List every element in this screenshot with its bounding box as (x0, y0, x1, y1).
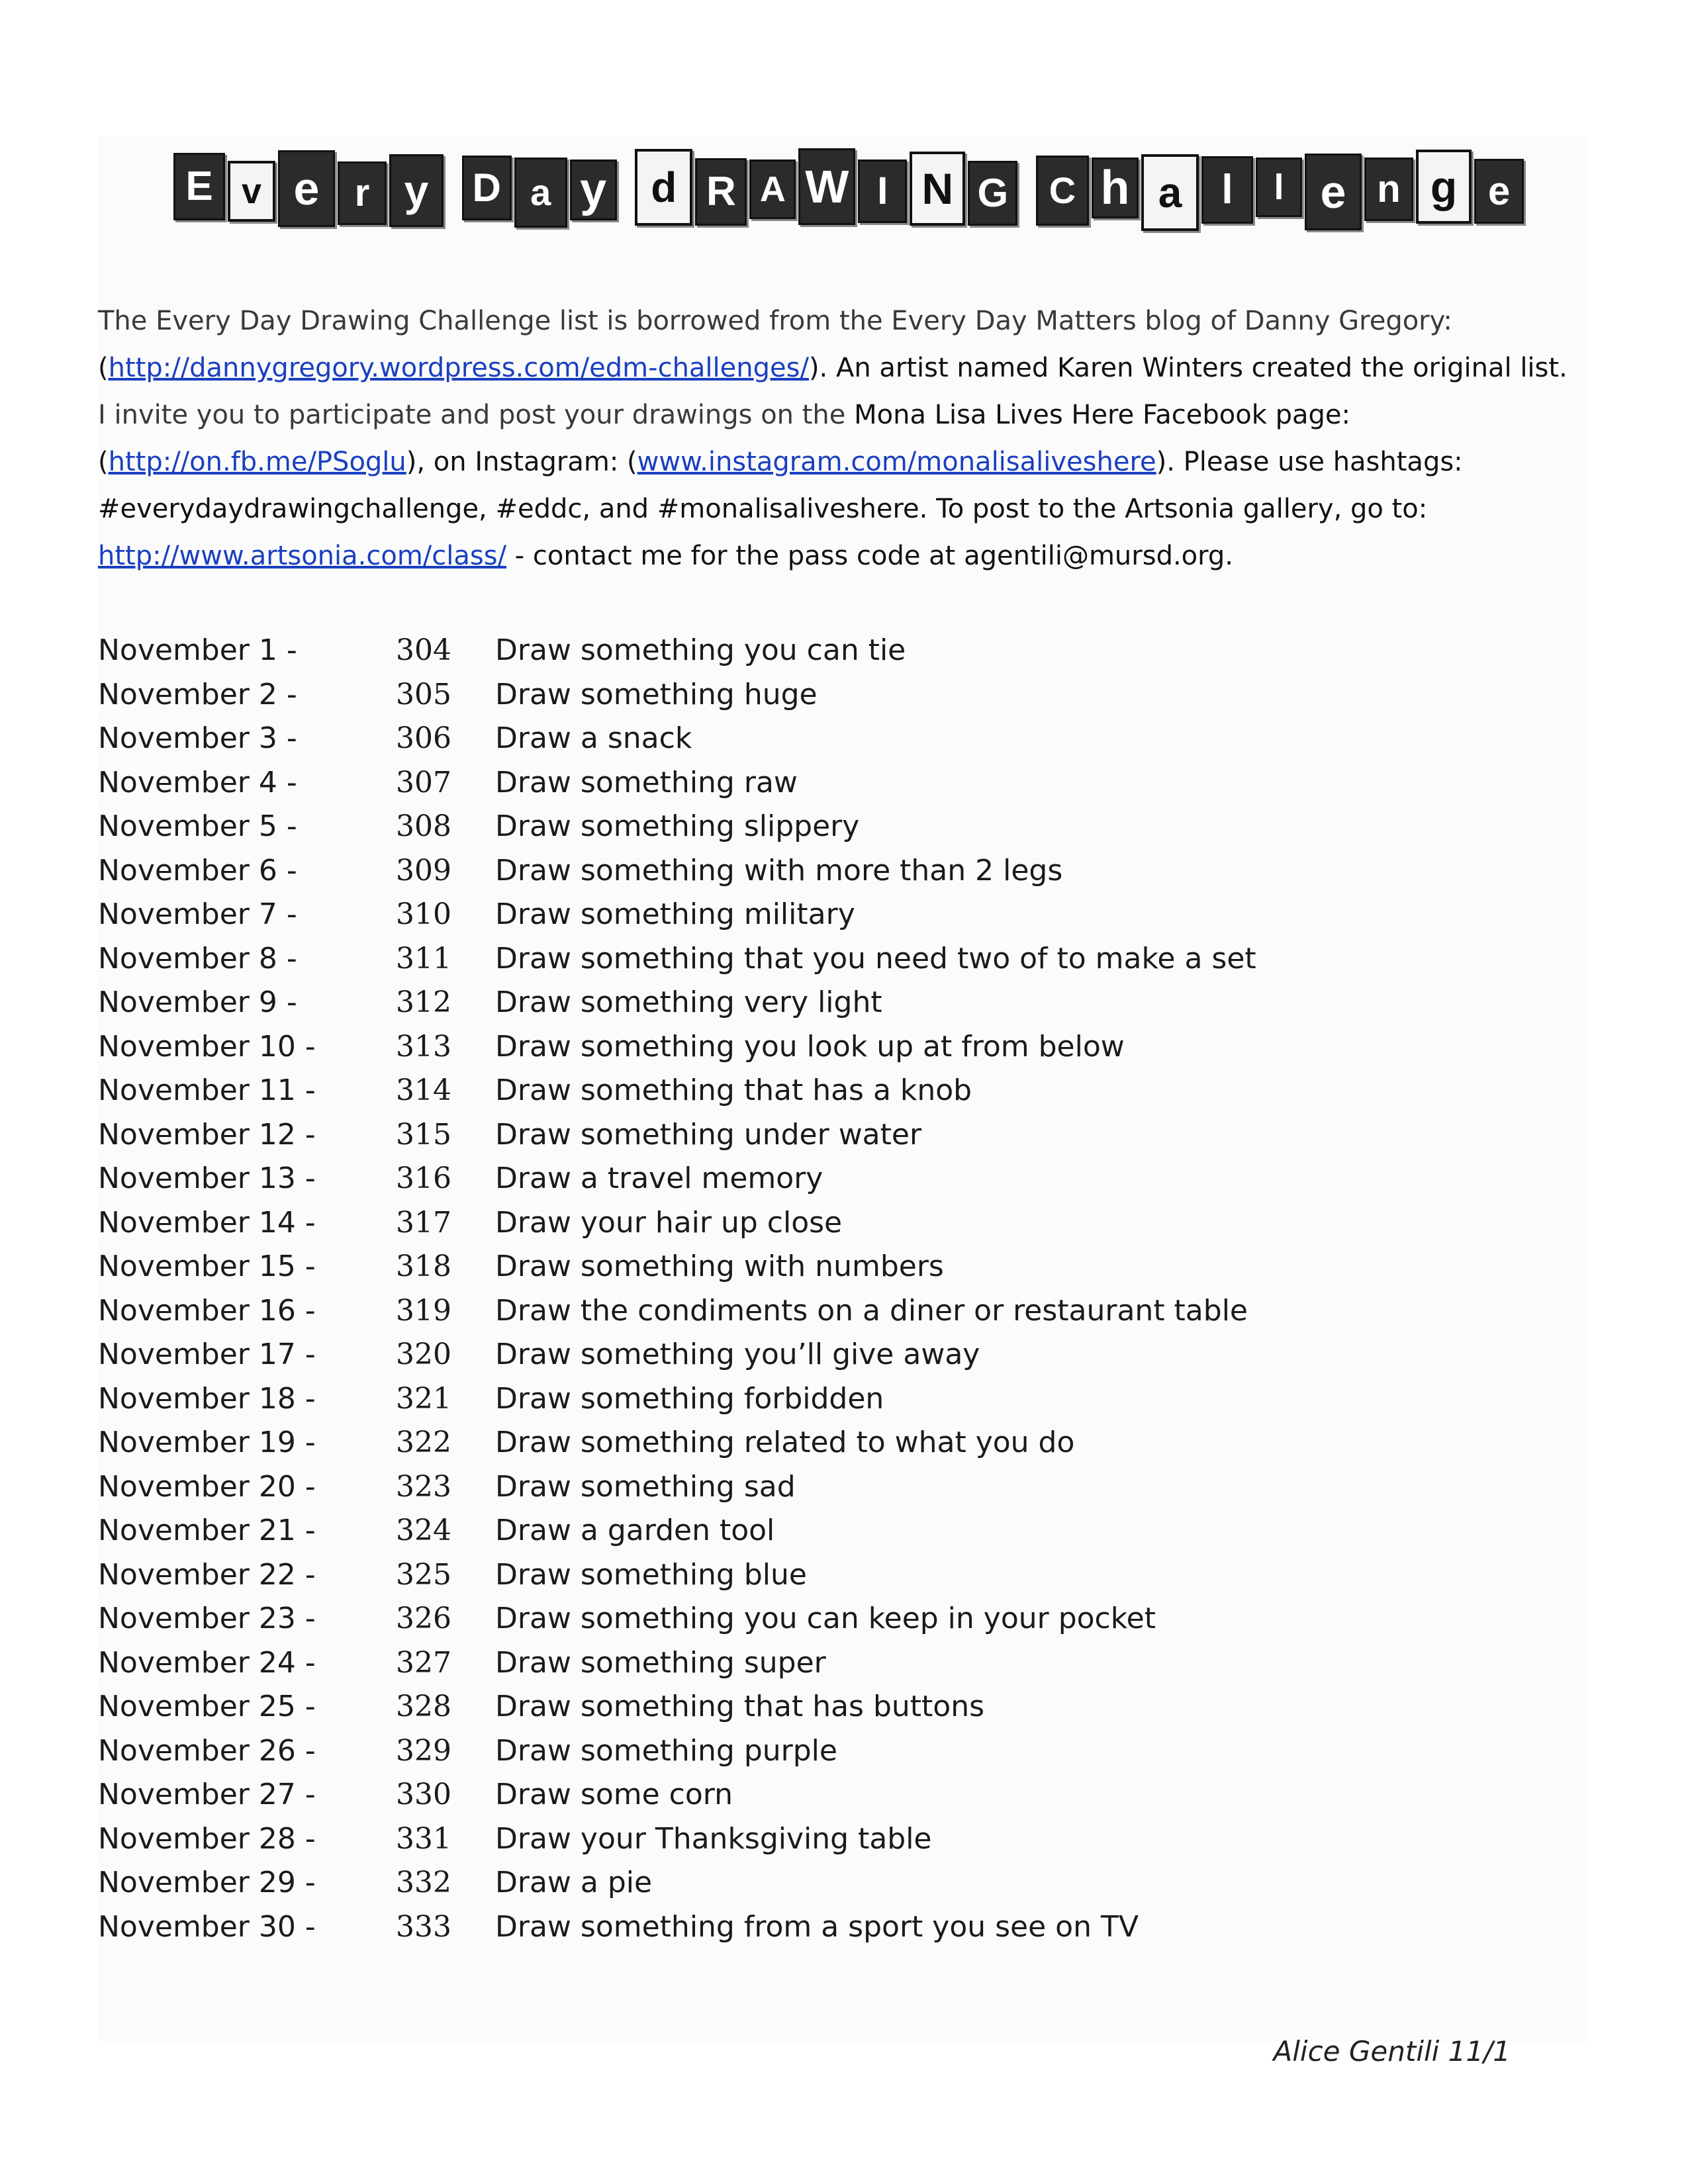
challenge-date: November 7 - (98, 897, 297, 931)
title-letter-tile: v (228, 161, 275, 222)
challenge-number: 322 (396, 1426, 451, 1459)
title-letter-tile: D (462, 156, 512, 220)
challenge-date: November 8 - (98, 941, 297, 976)
challenge-number: 305 (396, 677, 451, 711)
challenge-prompt: Draw something with numbers (495, 1250, 944, 1283)
challenge-number: 317 (396, 1205, 451, 1240)
challenge-prompt: Draw something that you need two of to make a set (495, 941, 1256, 976)
challenge-row (98, 1641, 1554, 1686)
challenge-date: November 15 - (98, 1250, 316, 1283)
challenge-row (98, 629, 1554, 673)
challenge-row (98, 1201, 1554, 1246)
challenge-date: November 19 - (98, 1426, 316, 1459)
title-letter-tile: g (1416, 150, 1472, 224)
challenge-prompt: Draw something super (495, 1645, 826, 1680)
challenge-prompt: Draw a garden tool (495, 1514, 775, 1547)
challenge-date: November 30 - (98, 1909, 316, 1944)
challenge-prompt: Draw your Thanksgiving table (495, 1821, 932, 1856)
challenge-date: November 1 - (98, 633, 297, 667)
challenge-date: November 22 - (98, 1557, 316, 1592)
challenge-row (98, 1509, 1554, 1553)
challenge-row (98, 1333, 1554, 1377)
challenge-date: November 16 - (98, 1293, 316, 1328)
title-letter-tile: n (1364, 158, 1413, 221)
challenge-date: November 27 - (98, 1778, 316, 1811)
challenge-prompt: Draw something purple (495, 1733, 837, 1768)
challenge-prompt: Draw your hair up close (495, 1205, 843, 1240)
challenge-number: 320 (396, 1338, 451, 1371)
intro-text: - contact me for the pass code at agentili@mursd.org. (506, 541, 1233, 571)
title-letter-tile: y (389, 154, 444, 227)
challenge-number: 326 (396, 1602, 451, 1635)
challenge-prompt: Draw something you can keep in your pocket (495, 1602, 1156, 1635)
challenge-row (98, 1377, 1554, 1422)
challenge-number: 308 (396, 809, 451, 843)
challenge-prompt: Draw a snack (495, 721, 692, 755)
challenge-prompt: Draw something related to what you do (495, 1426, 1075, 1459)
challenge-row (98, 849, 1554, 893)
challenge-date: November 29 - (98, 1866, 316, 1899)
challenge-number: 316 (396, 1161, 451, 1195)
challenge-number: 327 (396, 1645, 451, 1680)
intro-text: Mona Lisa Lives Here Facebook page: (854, 400, 1350, 430)
challenge-date: November 20 - (98, 1469, 316, 1504)
challenge-prompt: Draw something forbidden (495, 1381, 884, 1416)
instagram-link[interactable]: www.instagram.com/monalisaliveshere (637, 447, 1156, 477)
challenge-number: 330 (396, 1778, 451, 1811)
challenge-date: November 13 - (98, 1161, 316, 1195)
title-letter-tile: E (173, 153, 225, 220)
challenge-number: 318 (396, 1250, 451, 1283)
intro-text: I invite you to participate and post your drawings on the (98, 400, 855, 430)
page-title (173, 147, 1524, 233)
challenge-date: November 28 - (98, 1821, 316, 1856)
challenge-row (98, 937, 1554, 981)
challenge-number: 331 (396, 1821, 451, 1856)
title-letter-tile: h (1092, 158, 1139, 218)
intro-text: ). An artist named Karen Winters created the original list. (808, 353, 1568, 383)
challenge-row (98, 1817, 1554, 1862)
challenge-date: November 2 - (98, 677, 297, 711)
challenge-row (98, 1157, 1554, 1201)
intro-text: #everydaydrawingchallenge, #eddc, and #monalisaliveshere. To post to the Artsonia gallery, go to: (98, 494, 1428, 524)
challenge-date: November 25 - (98, 1690, 316, 1723)
title-letter-tile: C (1036, 156, 1089, 226)
title-letter-tile: y (570, 159, 617, 220)
challenge-prompt: Draw something you look up at from below (495, 1029, 1125, 1064)
challenge-number: 319 (396, 1293, 451, 1328)
challenge-row (98, 1069, 1554, 1113)
challenge-list (98, 629, 1554, 1949)
challenge-number: 309 (396, 853, 451, 887)
challenge-number: 307 (396, 765, 451, 799)
challenge-date: November 11 - (98, 1073, 316, 1107)
challenge-row (98, 717, 1554, 761)
title-letter-tile: r (338, 161, 387, 225)
title-letter-tile: l (1201, 156, 1253, 224)
challenge-prompt: Draw something you can tie (495, 633, 906, 667)
title-letter-tile: W (798, 148, 855, 225)
challenge-date: November 17 - (98, 1338, 316, 1371)
intro-line-1 (98, 298, 1581, 345)
challenge-number: 329 (396, 1733, 451, 1768)
challenge-row (98, 761, 1554, 805)
challenge-row (98, 1861, 1554, 1905)
challenge-number: 306 (396, 721, 451, 755)
challenge-number: 314 (396, 1073, 451, 1107)
challenge-date: November 14 - (98, 1205, 316, 1240)
challenge-number: 313 (396, 1029, 451, 1064)
challenge-date: November 21 - (98, 1514, 316, 1547)
challenge-row (98, 893, 1554, 937)
challenge-prompt: Draw something under water (495, 1117, 922, 1152)
challenge-prompt: Draw something from a sport you see on TV (495, 1909, 1139, 1944)
challenge-date: November 24 - (98, 1645, 316, 1680)
challenge-prompt: Draw something that has a knob (495, 1073, 972, 1107)
title-letter-tile: R (695, 158, 747, 226)
challenge-number: 310 (396, 897, 451, 931)
challenge-prompt: Draw something sad (495, 1469, 796, 1504)
title-letter-tile: e (1305, 154, 1362, 230)
challenge-date: November 4 - (98, 765, 297, 799)
challenge-row (98, 1025, 1554, 1069)
challenge-prompt: Draw a pie (495, 1866, 653, 1899)
challenge-row (98, 981, 1554, 1025)
intro-text: ( (98, 353, 109, 383)
challenge-prompt: Draw something blue (495, 1557, 807, 1592)
title-letter-tile: a (514, 158, 567, 228)
challenge-date: November 18 - (98, 1381, 316, 1416)
challenge-row (98, 1905, 1554, 1950)
challenge-date: November 10 - (98, 1029, 316, 1064)
challenge-row (98, 673, 1554, 717)
intro-line-3 (98, 392, 1581, 439)
challenge-number: 315 (396, 1117, 451, 1152)
challenge-date: November 26 - (98, 1733, 316, 1768)
challenge-number: 328 (396, 1690, 451, 1723)
challenge-prompt: Draw something huge (495, 677, 818, 711)
artsonia-link[interactable]: http://www.artsonia.com/class/ (98, 541, 507, 571)
challenge-prompt: Draw something you’ll give away (495, 1338, 980, 1371)
challenge-number: 312 (396, 985, 451, 1019)
title-letter-tile: a (1141, 154, 1199, 231)
intro-paragraph (98, 298, 1581, 580)
intro-text: ), on Instagram: ( (406, 447, 637, 477)
challenge-prompt: Draw something raw (495, 765, 798, 799)
intro-text: ( (98, 447, 109, 477)
title-letter-tile: e (1474, 159, 1524, 224)
challenge-date: November 5 - (98, 809, 297, 843)
intro-text: The Every Day Drawing Challenge list is borrowed from the Every Day Matters blog of Danny Gregory: (98, 306, 1452, 336)
challenge-date: November 6 - (98, 853, 297, 887)
challenge-row (98, 805, 1554, 849)
challenge-date: November 23 - (98, 1602, 316, 1635)
title-letter-tile: d (635, 149, 692, 226)
challenge-row (98, 1553, 1554, 1598)
title-letter-tile: l (1256, 158, 1302, 217)
intro-line-5 (98, 486, 1581, 533)
challenge-prompt: Draw something with more than 2 legs (495, 853, 1063, 887)
title-letter-tile: G (968, 161, 1017, 226)
edm-challenges-link[interactable]: http://dannygregory.wordpress.com/edm-challenges/ (108, 353, 809, 383)
title-letter-tile: A (749, 159, 796, 219)
intro-line-4 (98, 439, 1581, 486)
challenge-number: 304 (396, 633, 451, 667)
challenge-row (98, 1421, 1554, 1465)
challenge-row (98, 1773, 1554, 1817)
challenge-number: 321 (396, 1381, 451, 1416)
challenge-number: 325 (396, 1557, 451, 1592)
challenge-row (98, 1685, 1554, 1729)
title-letter-tile: I (858, 159, 907, 223)
signature: Alice Gentili 11/1 (1273, 2035, 1511, 2068)
challenge-date: November 3 - (98, 721, 297, 755)
title-letter-tile: N (910, 152, 965, 226)
challenge-number: 311 (396, 941, 451, 976)
challenge-row (98, 1597, 1554, 1641)
challenge-date: November 12 - (98, 1117, 316, 1152)
challenge-number: 324 (396, 1514, 451, 1547)
intro-line-6 (98, 533, 1581, 580)
challenge-row (98, 1113, 1554, 1158)
challenge-prompt: Draw the condiments on a diner or restaurant table (495, 1293, 1248, 1328)
challenge-row (98, 1289, 1554, 1334)
challenge-prompt: Draw something very light (495, 985, 882, 1019)
challenge-number: 323 (396, 1469, 451, 1504)
challenge-prompt: Draw some corn (495, 1778, 733, 1811)
title-letter-tile: e (278, 150, 335, 227)
challenge-date: November 9 - (98, 985, 297, 1019)
intro-text: ). Please use hashtags: (1156, 447, 1463, 477)
challenge-number: 333 (396, 1909, 451, 1944)
challenge-prompt: Draw something slippery (495, 809, 860, 843)
challenge-prompt: Draw something that has buttons (495, 1690, 984, 1723)
challenge-row (98, 1465, 1554, 1510)
facebook-link[interactable]: http://on.fb.me/PSoglu (108, 447, 406, 477)
challenge-prompt: Draw something military (495, 897, 855, 931)
challenge-row (98, 1729, 1554, 1774)
challenge-number: 332 (396, 1866, 451, 1899)
challenge-prompt: Draw a travel memory (495, 1161, 823, 1195)
challenge-row (98, 1245, 1554, 1289)
intro-line-2 (98, 345, 1581, 392)
